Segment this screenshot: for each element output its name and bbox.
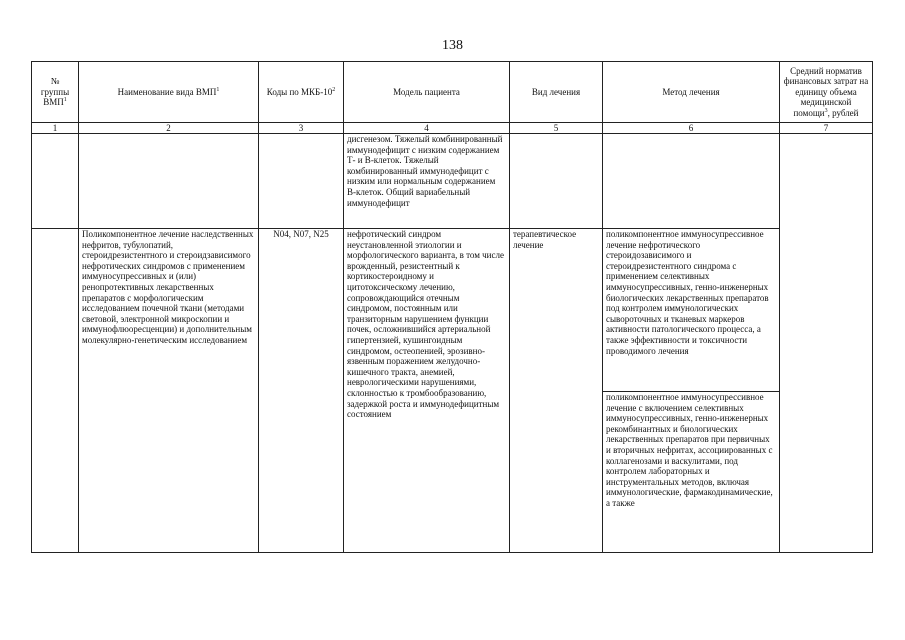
cell-method <box>603 134 780 229</box>
cell-codes <box>259 134 344 229</box>
header-name: Наименование вида ВМП$^1$ <box>79 62 259 123</box>
table-row <box>32 229 873 392</box>
cell-model: нефротический синдром неустановленной этиологии и морфологического варианта, в том числе врожденный, резистентный к кортикостероидному и цитотоксическому лечению, сопровождающийся отечным синдромом, постоянным или транзиторным нарушением функции почек, осложнившийся артериальной гипертензией, кушингоидным синдромом, остеопенией, эрозивно-язвенным поражением желудочно-кишечного тракта, анемией, неврологическими нарушениями, склонностью к тромбообразованию, задержкой роста и иммунодефицитным состоянием <box>344 229 510 553</box>
cell-treatment-type: терапевтическое лечение <box>510 229 603 553</box>
cell-group-no <box>32 134 79 229</box>
cell-name: Поликомпонентное лечение наследственных нефритов, тубулопатий, стероидрезистентного и стероидзависимого нефротических синдромов с применением иммуносупрессивных и (или) ренопротективных лекарственных препаратов с морфологическим исследованием почечной ткани (методами световой, электронной микроскопии и иммунофлюоресценции) и дополнительным молекулярно-генетическим исследованием <box>79 229 259 553</box>
column-number: 4 <box>344 123 510 134</box>
cell-codes: N04, N07, N25 <box>259 229 344 553</box>
column-number: 1 <box>32 123 79 134</box>
cell-group-no <box>32 229 79 553</box>
cell-name <box>79 134 259 229</box>
header-row <box>32 62 873 123</box>
column-number: 3 <box>259 123 344 134</box>
column-number: 6 <box>603 123 780 134</box>
header-codes: Коды по МКБ-$10^2$ <box>259 62 344 123</box>
cell-cost <box>780 134 873 553</box>
header-method: Метод лечения <box>603 62 780 123</box>
column-number: 2 <box>79 123 259 134</box>
header-cost: Средний норматив финансовых затрат на единицу объема медицинской помощи$^3$, рублей <box>780 62 873 123</box>
header-group-no: № группы ВМП$^1$ <box>32 62 79 123</box>
table-row <box>32 134 873 229</box>
cell-model: дисгенезом. Тяжелый комбинированный иммунодефицит с низким содержанием Т- и В-клеток. Тяжелый комбинированный иммунодефицит с низким или нормальным содержанием В-клеток. Общий вариабельный иммунодефицит <box>344 134 510 229</box>
vmp-table <box>31 61 873 553</box>
column-number-row <box>32 123 873 134</box>
page-number: 138 <box>442 38 463 53</box>
column-number: 5 <box>510 123 603 134</box>
cell-method-2: поликомпонентное иммуносупрессивное лечение с включением селективных иммуносупрессивных, генно-инженерных рекомбинантных и биологических лекарственных препаратов при первичных и вторичных нефритах, ассоциированных с коллагенозами и васкулитами, под контролем лабораторных и инструментальных методов, включая иммунологические, фармакодинамические, а также <box>603 392 780 553</box>
cell-treatment-type <box>510 134 603 229</box>
header-model: Модель пациента <box>344 62 510 123</box>
column-number: 7 <box>780 123 873 134</box>
cell-method-1: поликомпонентное иммуносупрессивное лечение нефротического стероидозависимого и стероидрезистентного синдрома с применением селективных иммуносупрессивных, генно-инженерных биологических лекарственных препаратов под контролем иммунологических сывороточных и тканевых маркеров активности патологического процесса, а также эффективности и токсичности проводимого лечения <box>603 229 780 392</box>
header-treatment-type: Вид лечения <box>510 62 603 123</box>
